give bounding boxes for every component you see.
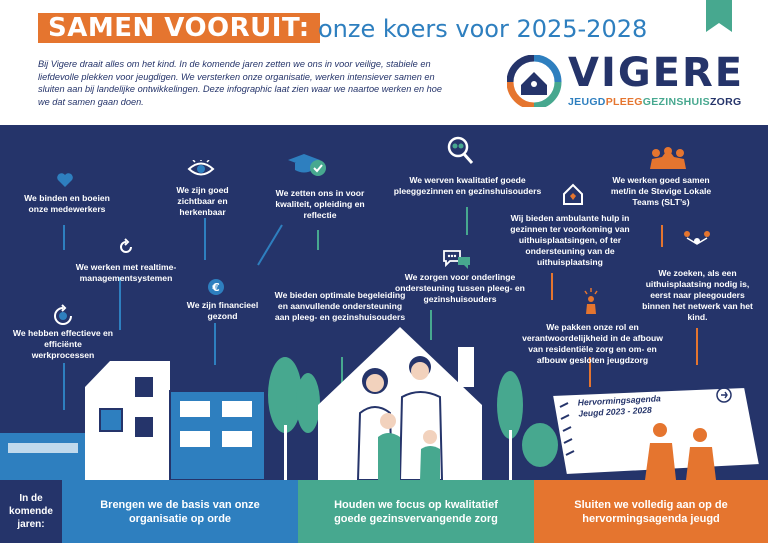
euro-icon — [207, 278, 225, 296]
goal-samenwerken: We werken goed samen met/in de Stevige Lokale Teams (SLT’s) — [610, 175, 712, 207]
bookmark-ribbon — [706, 0, 732, 32]
goal-ondersteuning: We zorgen voor onderlinge ondersteuning tussen pleeg- en gezinshuisouders — [395, 272, 525, 304]
gear-cycle-icon — [50, 303, 76, 329]
goal-pleegouders: We zoeken, als een uithuisplaatsing nodig is, eerst naar pleegouders binnen het netwerk van het kind. — [642, 268, 753, 322]
tag-gezinshuis: GEZINSHUIS — [642, 96, 710, 108]
pillar-hervorming-text: Sluiten we volledig aan op de hervormingsagenda jeugd — [574, 498, 728, 525]
tag-zorg: ZORG — [709, 96, 742, 108]
goal-financieel: We zijn financieel gezond — [186, 300, 259, 321]
page-title: SAMEN VOORUIT: — [38, 13, 320, 43]
intro-text: Bij Vigere draait alles om het kind. In de komende jaren zetten we ons in voor veilige, stabiele en liefdevolle plekken voor jeugdigen. We versterken onze organisatie, werken intensiever samen en sluiten aan bij landelijke ontwikkelingen. Deze infographic laat zien waar we naartoe werken en hoe we dat samen gaan doen. — [38, 59, 442, 107]
pillar-basis — [62, 480, 298, 543]
vigere-logo-icon — [507, 55, 562, 107]
goal-zichtbaar: We zijn goed zichtbaar en herkenbaar — [176, 185, 229, 217]
goal-werkprocessen: We hebben effectieve en efficiënte werkprocessen — [12, 328, 114, 360]
goal-afbouw: We pakken onze rol en verantwoordelijkheid in de afbouw van residentiële zorg en om- en afbouw gesloten jeugdzorg — [522, 322, 663, 365]
pillar-zorg-text: Houden we focus op kwalitatief goede gezinsvervangende zorg — [334, 498, 498, 525]
goal-werven: We werven kwalitatief goede pleeggezinnen en gezinshuisouders — [393, 175, 542, 196]
pillar-hervorming — [534, 480, 768, 543]
goal-begeleiding: We bieden optimale begeleiding en aanvullende ondersteuning aan pleeg- en gezinshuisouders — [274, 290, 406, 322]
tag-jeugd: JEUGD — [568, 96, 606, 108]
people-icon — [648, 145, 688, 169]
tag-pleeg: PLEEG — [605, 96, 643, 108]
agenda-title: Hervormingsagenda Jeugd 2023 - 2028 — [577, 393, 662, 419]
pillar-basis-text: Brengen we de basis van onze organisatie op orde — [100, 498, 260, 525]
graduation-cap-icon — [286, 150, 328, 178]
pillar-zorg — [298, 480, 534, 543]
eye-icon — [187, 160, 215, 178]
goal-realtime: We werken met realtime-managementsystemen — [75, 262, 177, 283]
family-icon — [682, 230, 712, 248]
magnifier-icon — [446, 135, 474, 165]
header — [0, 0, 768, 125]
heart-icon — [56, 172, 74, 188]
footer-lead: In de komende jaren: — [0, 480, 62, 543]
logo-tagline — [568, 96, 742, 108]
raised-hand-icon — [582, 288, 600, 314]
goal-kwaliteit: We zetten ons in voor kwaliteit, opleiding en reflectie — [275, 188, 365, 220]
goal-ambulant: Wij bieden ambulante hulp in gezinnen ter voorkoming van uithuisplaatsingen, of ter ondersteuning van de uithuisplaatsing — [510, 213, 630, 267]
goal-binden: We binden en boeien onze medewerkers — [24, 193, 110, 214]
svg-text:€: € — [212, 281, 220, 294]
page-subtitle: onze koers voor 2025-2028 — [318, 15, 648, 43]
refresh-icon — [117, 238, 135, 256]
chat-icon — [442, 248, 472, 270]
house-icon — [561, 182, 585, 206]
logo-wordmark: VIGERE — [568, 50, 745, 96]
